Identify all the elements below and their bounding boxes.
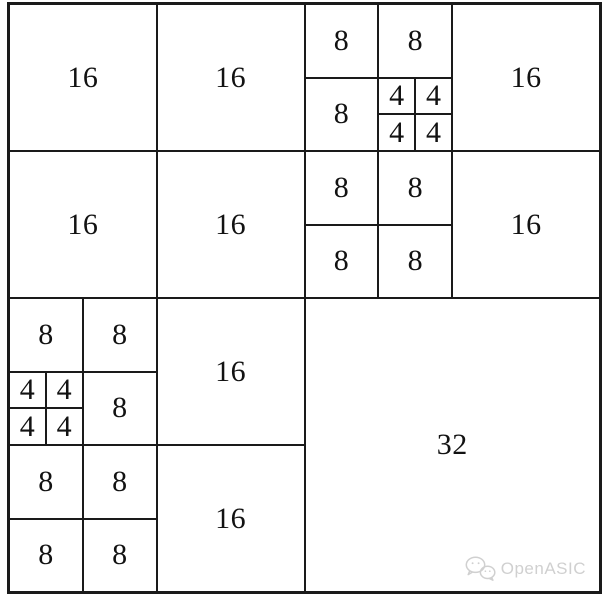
block-size-label: 16 xyxy=(67,60,99,94)
partition-block xyxy=(9,4,157,151)
partition-block xyxy=(415,78,452,115)
block-size-label: 4 xyxy=(19,372,36,406)
block-size-label: 4 xyxy=(56,409,73,443)
partition-block xyxy=(46,408,83,445)
block-size-label: 32 xyxy=(436,428,468,461)
partition-block xyxy=(452,151,600,298)
partition-block xyxy=(9,151,157,298)
partition-block xyxy=(157,445,305,592)
partition-block xyxy=(83,519,157,593)
partition-block xyxy=(9,372,46,409)
partition-block xyxy=(378,225,452,299)
partition-block xyxy=(305,298,601,592)
partition-block xyxy=(83,372,157,446)
partition-block xyxy=(157,151,305,298)
block-size-label: 16 xyxy=(215,354,247,388)
block-size-label: 4 xyxy=(389,115,405,149)
partition-block xyxy=(378,78,415,115)
partition-block xyxy=(9,408,46,445)
block-size-label: 8 xyxy=(38,317,54,351)
block-size-label: 8 xyxy=(38,538,54,572)
block-size-label: 8 xyxy=(407,23,424,57)
partition-block xyxy=(157,4,305,151)
partition-block xyxy=(305,225,379,299)
partition-block xyxy=(452,4,600,151)
partition-block xyxy=(378,114,415,151)
partition-block xyxy=(9,298,83,372)
block-size-label: 4 xyxy=(389,78,405,112)
partition-block xyxy=(157,298,305,445)
block-size-label: 8 xyxy=(112,391,128,425)
block-size-label: 8 xyxy=(112,464,128,498)
partition-block xyxy=(9,519,83,593)
partition-block xyxy=(83,298,157,372)
block-size-label: 16 xyxy=(67,207,99,241)
partition-block xyxy=(305,78,379,152)
partition-block xyxy=(378,4,452,78)
block-size-label: 8 xyxy=(407,244,424,278)
block-size-label: 8 xyxy=(38,464,54,498)
block-size-label: 16 xyxy=(510,60,542,94)
partition-block xyxy=(378,151,452,225)
block-size-label: 4 xyxy=(426,78,442,112)
block-size-label: 8 xyxy=(112,317,128,351)
block-size-label: 8 xyxy=(407,170,424,204)
partition-block xyxy=(9,445,83,519)
partition-block xyxy=(305,4,379,78)
block-size-label: 4 xyxy=(426,115,442,149)
partition-block xyxy=(305,151,379,225)
block-size-label: 16 xyxy=(215,501,247,535)
block-size-label: 4 xyxy=(56,372,73,406)
block-size-label: 16 xyxy=(215,60,247,94)
partition-block xyxy=(415,114,452,151)
block-size-label: 16 xyxy=(510,207,542,241)
block-size-label: 8 xyxy=(333,244,350,278)
watermark-text: OpenASIC xyxy=(500,559,586,578)
partition-block xyxy=(83,445,157,519)
block-size-label: 8 xyxy=(112,538,128,572)
partition-blocks-container xyxy=(9,4,600,592)
block-size-label: 16 xyxy=(215,207,247,241)
block-size-label: 8 xyxy=(333,97,350,131)
block-size-label: 8 xyxy=(333,170,350,204)
partition-block xyxy=(46,372,83,409)
block-size-label: 8 xyxy=(333,23,350,57)
block-size-label: 4 xyxy=(19,409,36,443)
ctu-partition-grid xyxy=(7,2,602,594)
